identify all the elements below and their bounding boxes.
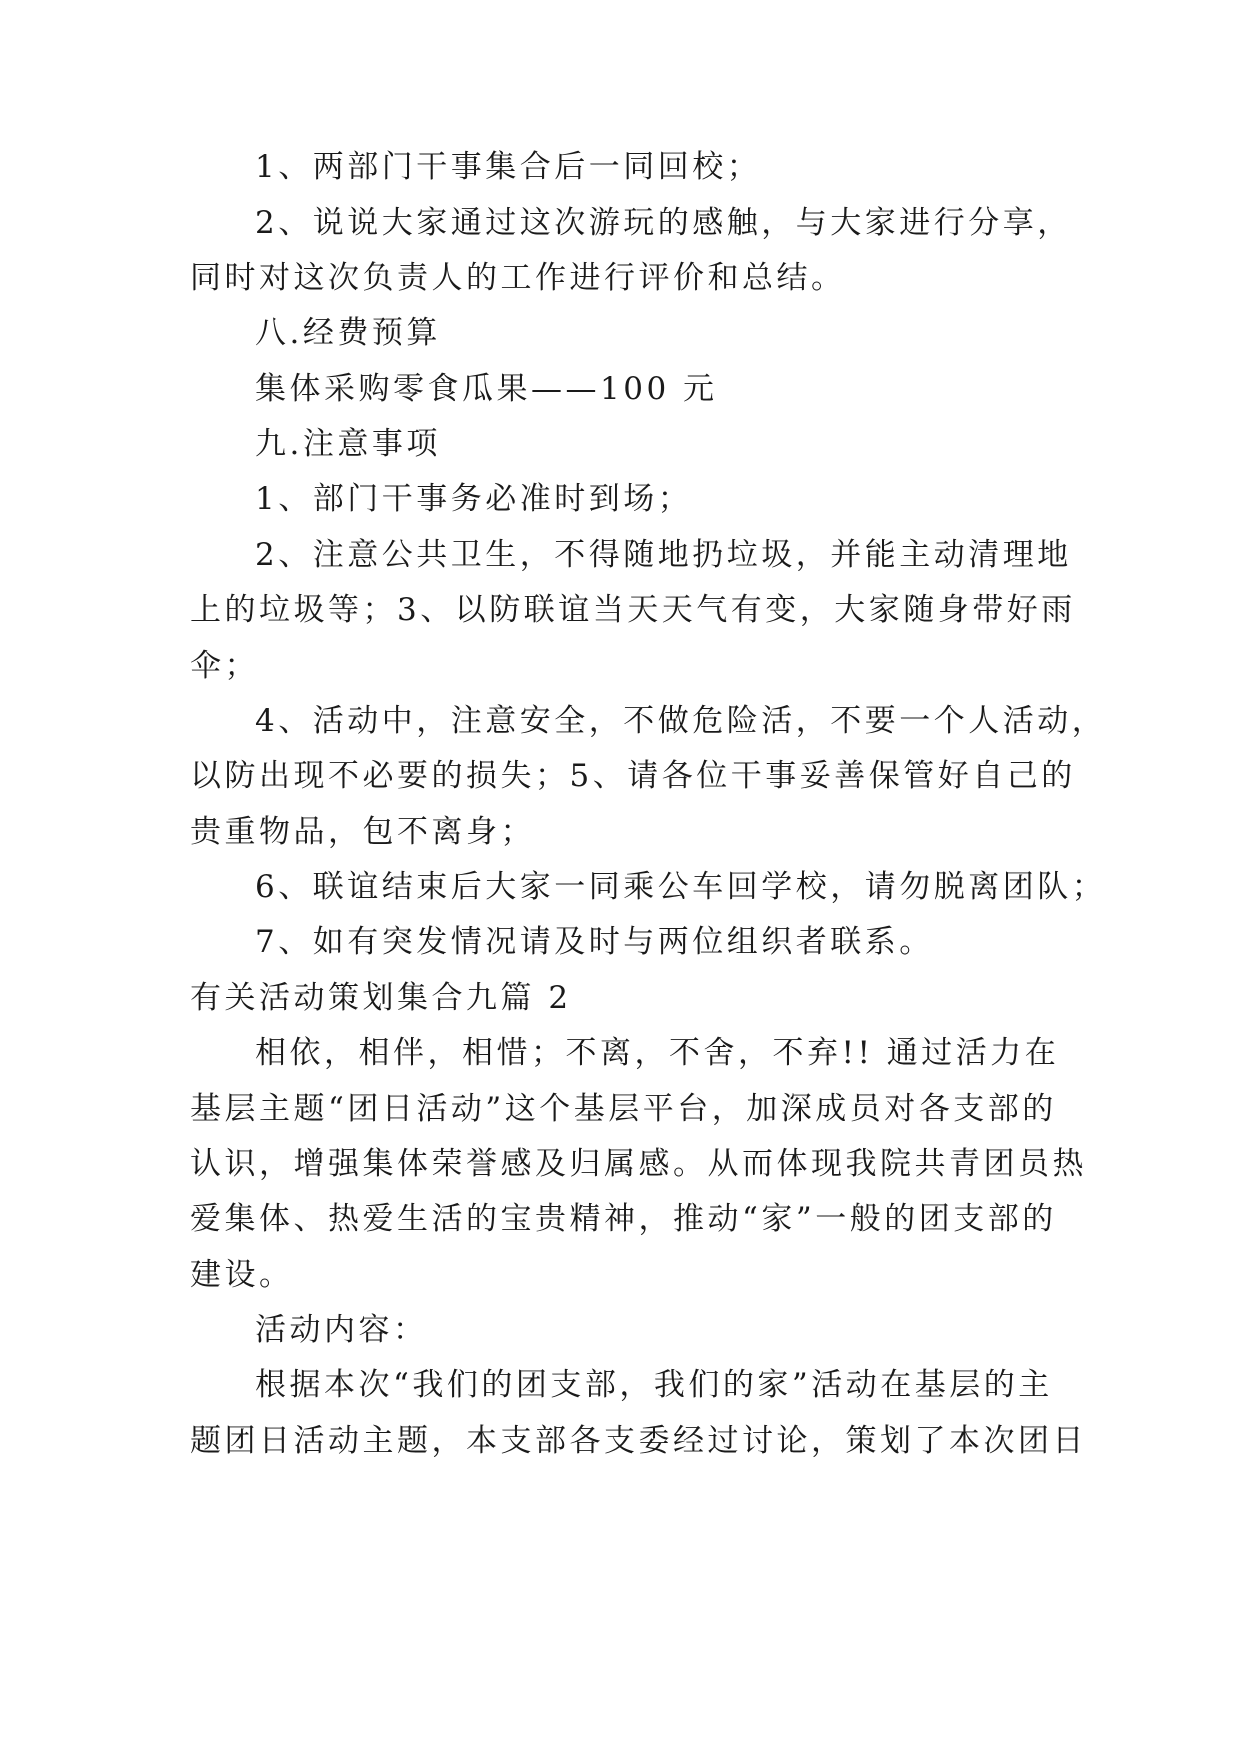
text-line: 题团日活动主题，本支部各支委经过讨论，策划了本次团日 — [190, 1423, 1087, 1459]
text-line: 认识，增强集体荣誉感及归属感。从而体现我院共青团员热 — [190, 1146, 1087, 1182]
text-line: 相依，相伴，相惜；不离，不舍，不弃!! 通过活力在 — [255, 1035, 1060, 1071]
text-line: 贵重物品，包不离身； — [190, 814, 535, 850]
text-line: 2、注意公共卫生，不得随地扔垃圾，并能主动清理地 — [255, 537, 1072, 573]
text-line: 上的垃圾等；3、以防联谊当天天气有变，大家随身带好雨 — [190, 592, 1076, 628]
text-line: 4、活动中，注意安全，不做危险活，不要一个人活动， — [255, 703, 1107, 739]
section-heading: 九.注意事项 — [255, 426, 441, 462]
article-title: 有关活动策划集合九篇 2 — [190, 980, 572, 1016]
text-line: 活动内容： — [255, 1312, 428, 1348]
text-line: 同时对这次负责人的工作进行评价和总结。 — [190, 260, 846, 296]
text-line: 1、部门干事务必准时到场； — [255, 481, 693, 517]
text-line: 以防出现不必要的损失；5、请各位干事妥善保管好自己的 — [190, 758, 1076, 794]
text-line: 6、联谊结束后大家一同乘公车回学校，请勿脱离团队； — [255, 869, 1107, 905]
text-line: 根据本次“我们的团支部，我们的家”活动在基层的主 — [255, 1367, 1053, 1403]
text-line: 爱集体、热爱生活的宝贵精神，推动“家”一般的团支部的 — [190, 1201, 1057, 1237]
text-line: 基层主题“团日活动”这个基层平台，加深成员对各支部的 — [190, 1091, 1057, 1127]
text-line: 2、说说大家通过这次游玩的感触，与大家进行分享， — [255, 205, 1072, 241]
text-line: 伞； — [190, 648, 259, 684]
text-line: 集体采购零食瓜果——100 元 — [255, 371, 718, 407]
text-line: 建设。 — [190, 1257, 294, 1293]
text-line: 1、两部门干事集合后一同回校； — [255, 149, 762, 185]
text-line: 7、如有突发情况请及时与两位组织者联系。 — [255, 924, 934, 960]
section-heading: 八.经费预算 — [255, 315, 441, 351]
